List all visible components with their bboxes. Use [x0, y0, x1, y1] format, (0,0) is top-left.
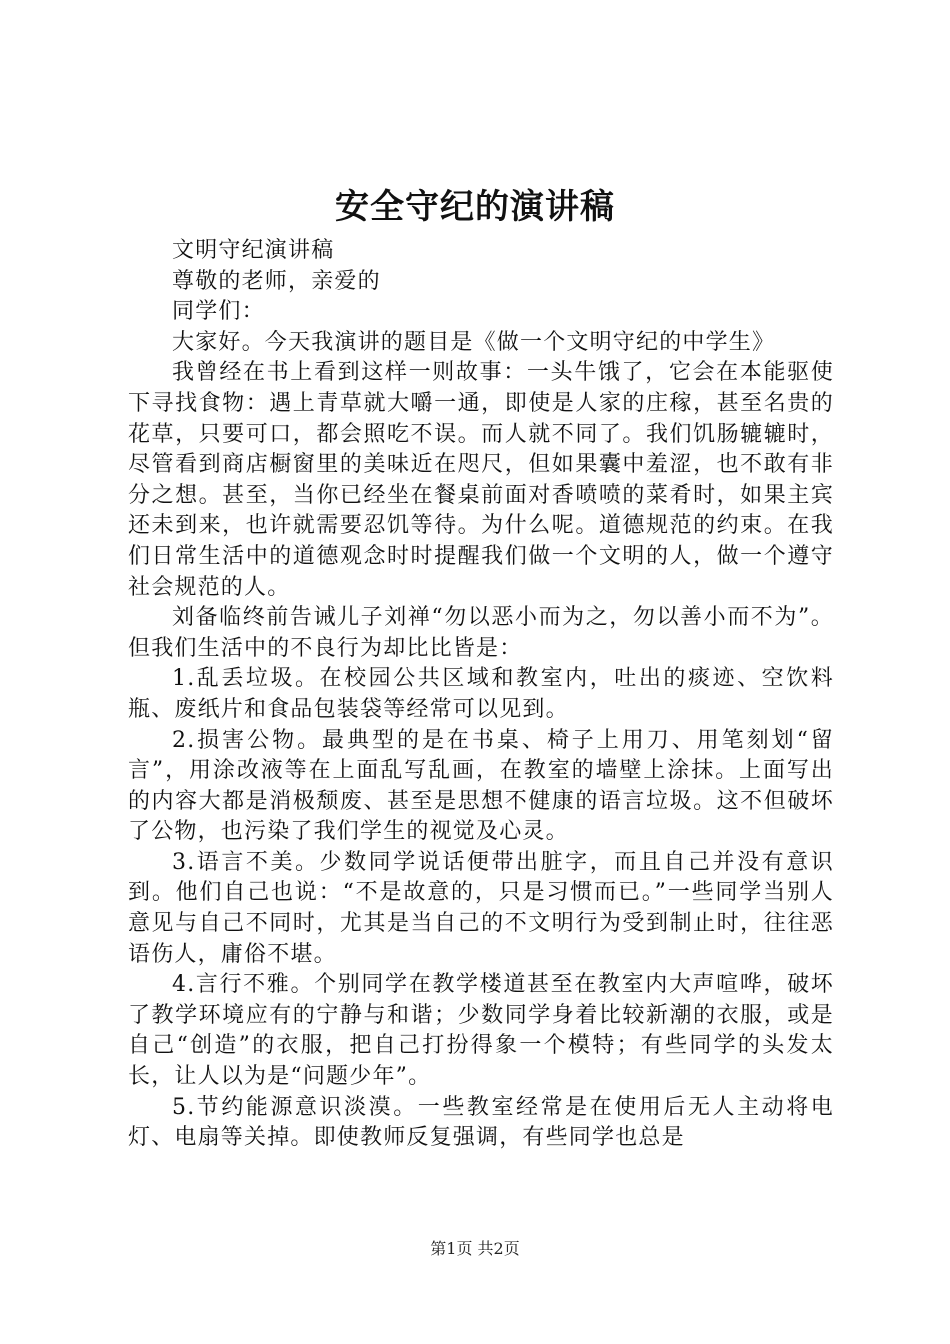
paragraph: 大家好。今天我演讲的题目是《做一个文明守纪的中学生》	[172, 329, 776, 355]
paragraph: 5.节约能源意识淡漠。一些教室经常是在使用后无人主动将电灯、电扇等关掉。即使教师反复强调，有些同学也总是	[128, 1094, 834, 1151]
paragraph: 1.乱丢垃圾。在校园公共区域和教室内，吐出的痰迹、空饮料瓶、废纸片和食品包装袋等经常可以见到。	[128, 666, 834, 722]
paragraph: 文明守纪演讲稿	[172, 238, 335, 263]
paragraph: 4.言行不雅。个别同学在教学楼道甚至在教室内大声喧哗，破坏了教学环境应有的宁静与和谐；少数同学身着比较新潮的衣服，或是自己“创造”的衣服，把自己打扮得象一个模特；有些同学的头发太长，让人以为是“问题少年”。	[128, 972, 834, 1090]
paragraph: 同学们：	[172, 299, 265, 325]
paragraph: 尊敬的老师，亲爱的	[172, 268, 381, 294]
document-title: 安全守纪的演讲稿	[335, 187, 615, 227]
paragraph: 2.损害公物。最典型的是在书桌、椅子上用刀、用笔刻划“留言”，用涂改液等在上面乱写乱画，在教室的墙壁上涂抹。上面写出的内容大都是消极颓废、甚至是思想不健康的语言垃圾。这不但破坏了公物，也污染了我们学生的视觉及心灵。	[128, 727, 834, 845]
document-body	[128, 236, 834, 1154]
page-footer: 第1页 共2页	[430, 1239, 520, 1258]
paragraph: 3.语言不美。少数同学说话便带出脏字，而且自己并没有意识到。他们自己也说：“不是故意的，只是习惯而已。”一些同学当别人意见与自己不同时，尤其是当自己的不文明行为受到制止时，往往恶语伤人，庸俗不堪。	[128, 849, 834, 967]
paragraph: 刘备临终前告诫儿子刘禅“勿以恶小而为之，勿以善小而不为”。但我们生活中的不良行为却比比皆是：	[128, 605, 834, 661]
paragraph: 我曾经在书上看到这样一则故事：一头牛饿了，它会在本能驱使下寻找食物：遇上青草就大嚼一通，即使是人家的庄稼，甚至名贵的花草，只要可口，都会照吃不误。而人就不同了。我们饥肠辘辘时，尽管看到商店橱窗里的美味近在咫尺，但如果囊中羞涩，也不敢有非分之想。甚至，当你已经坐在餐桌前面对香喷喷的菜肴时，如果主宾还未到来，也许就需要忍饥等待。为什么呢。道德规范的约束。在我们日常生活中的道德观念时时提醒我们做一个文明的人，做一个遵守社会规范的人。	[128, 360, 834, 600]
